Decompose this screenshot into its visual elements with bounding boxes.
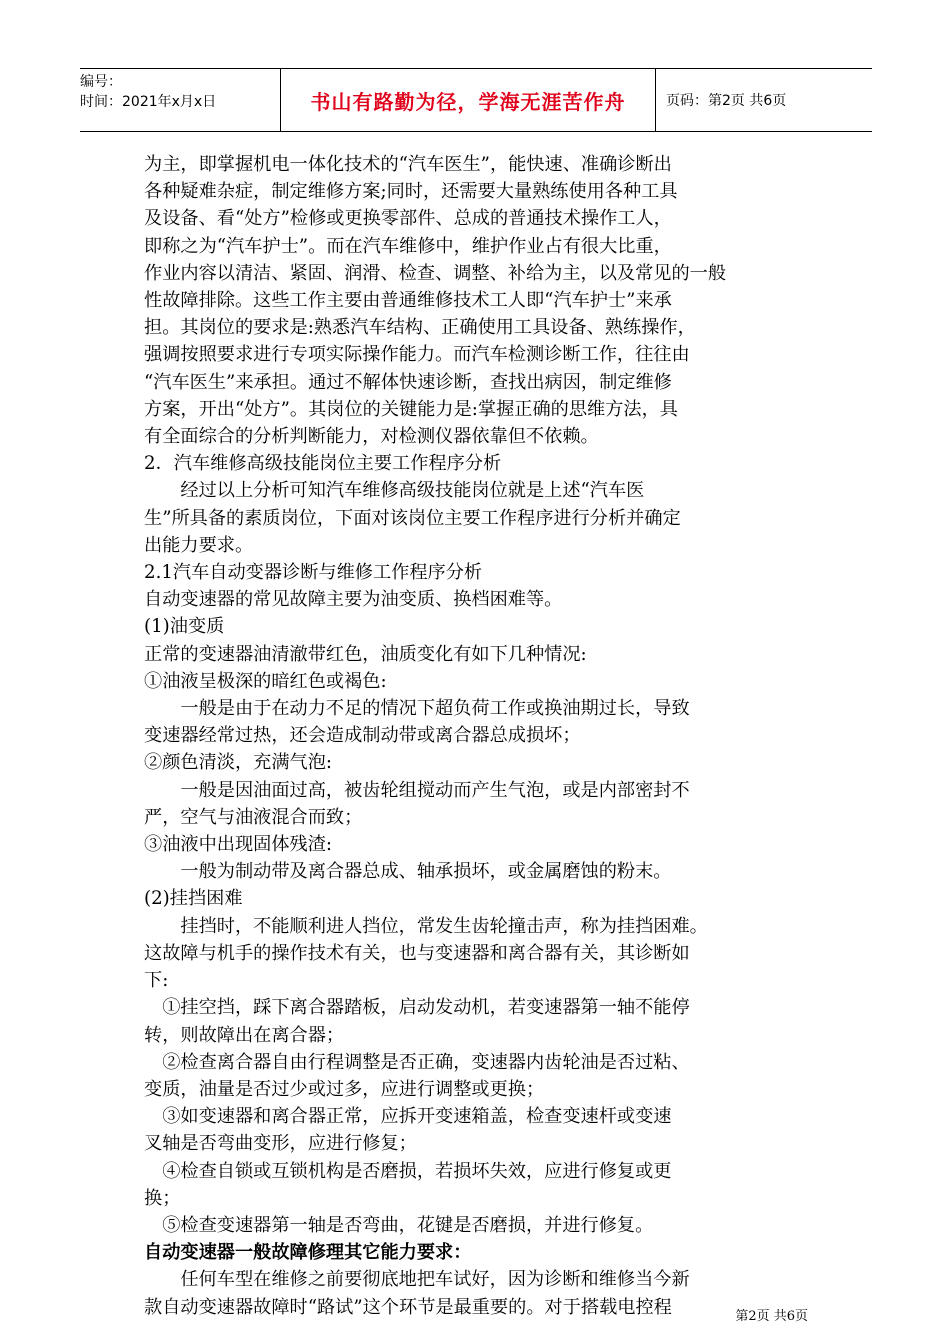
text-line: 方案，开出“处方”。其岗位的关键能力是:掌握正确的思维方法，具 — [144, 398, 678, 420]
page-header — [80, 68, 872, 132]
text-line: “汽车医生”来承担。通过不解体快速诊断，查找出病因，制定维修 — [144, 371, 672, 393]
text-line: 生”所具备的素质岗位，下面对该岗位主要工作程序进行分析并确定 — [144, 507, 681, 529]
text-line: 任何车型在维修之前要彻底地把车试好，因为诊断和维修当今新 — [144, 1269, 690, 1291]
subsection-heading: (2)挂挡困难 — [144, 888, 243, 910]
text-line: 严，空气与油液混合而致； — [144, 806, 363, 828]
text-line: 作业内容以清洁、紧固、润滑、检查、调整、补给为主，以及常见的一般 — [144, 262, 727, 284]
text-line: 变速器经常过热，还会造成制动带或离合器总成损坏； — [144, 725, 581, 747]
list-item: ④检查自锁或互锁机构是否磨损，若损坏失效，应进行修复或更 — [144, 1160, 672, 1182]
list-item: ①挂空挡，踩下离合器踏板，启动发动机，若变速器第一轴不能停 — [144, 997, 690, 1019]
text-line: 一般是由于在动力不足的情况下超负荷工作或换油期过长，导致 — [144, 698, 690, 720]
section-heading: 2．汽车维修高级技能岗位主要工作程序分析 — [144, 453, 502, 475]
list-item: ③如变速器和离合器正常，应拆开变速箱盖，检查变速杆或变速 — [144, 1106, 672, 1128]
list-item: ③油液中出现固体残渣: — [144, 834, 333, 856]
page-footer: 第2页 共6页 — [735, 1309, 808, 1324]
list-item: ⑤检查变速器第一轴是否弯曲，花键是否磨损，并进行修复。 — [144, 1214, 654, 1236]
list-item: ②检查离合器自由行程调整是否正确，变速器内齿轮油是否过粘、 — [144, 1051, 690, 1073]
header-motto: 书山有路勤为径，学海无涯苦作舟 — [280, 69, 656, 131]
text-line: 担。其岗位的要求是:熟悉汽车结构、正确使用工具设备、熟练操作， — [144, 317, 696, 339]
text-line: 款自动变速器故障时“路试”这个环节是最重要的。对于搭载电控程 — [144, 1296, 672, 1318]
text-line: 变质，油量是否过少或过多，应进行调整或更换； — [144, 1078, 545, 1100]
header-page-label: 页码：第2页 共6页 — [666, 93, 787, 109]
text-line: 挂挡时，不能顺利进人挡位，常发生齿轮撞击声，称为挂挡困难。 — [144, 915, 708, 937]
text-line: 转，则故障出在离合器； — [144, 1024, 345, 1046]
text-line: 下: — [144, 970, 169, 992]
number-label: 编号： — [80, 74, 122, 90]
time-label: 时间：2021年x月x日 — [80, 94, 217, 110]
text-line: 即称之为“汽车护士”。而在汽车维修中，维护作业占有很大比重， — [144, 235, 672, 257]
text-line: 及设备、看“处方”检修或更换零部件、总成的普通技术操作工人， — [144, 208, 672, 230]
text-line: 强调按照要求进行专项实际操作能力。而汽车检测诊断工作，往往由 — [144, 344, 690, 366]
text-line: 为主，即掌握机电一体化技术的“汽车医生”，能快速、准确诊断出 — [144, 154, 672, 175]
section-heading: 2.1汽车自动变器诊断与维修工作程序分析 — [144, 562, 483, 584]
text-line: 出能力要求。 — [144, 534, 254, 556]
bold-heading: 自动变速器一般故障修理其它能力要求： — [144, 1242, 472, 1264]
header-meta — [80, 69, 280, 131]
text-line: 叉轴是否弯曲变形，应进行修复； — [144, 1133, 417, 1155]
text-line: 正常的变速器油清澈带红色，油质变化有如下几种情况: — [144, 643, 587, 665]
subsection-heading: (1)油变质 — [144, 616, 225, 638]
document-body — [144, 151, 810, 1321]
list-item: ②颜色清淡，充满气泡: — [144, 752, 333, 774]
text-line: 性故障排除。这些工作主要由普通维修技术工人即“汽车护士”来承 — [144, 290, 672, 312]
text-line: 一般是因油面过高，被齿轮组搅动而产生气泡，或是内部密封不 — [144, 779, 690, 801]
text-line: 经过以上分析可知汽车维修高级技能岗位就是上述“汽车医 — [144, 480, 645, 502]
text-line: 各种疑难杂症，制定维修方案;同时，还需要大量熟练使用各种工具 — [144, 181, 678, 203]
text-line: 有全面综合的分析判断能力，对检测仪器依靠但不依赖。 — [144, 426, 599, 448]
text-line: 换； — [144, 1187, 181, 1209]
text-line: 自动变速器的常见故障主要为油变质、换档困难等。 — [144, 589, 563, 611]
text-line: 这故障与机手的操作技术有关，也与变速器和离合器有关，其诊断如 — [144, 942, 690, 964]
list-item: ①油液呈极深的暗红色或褐色: — [144, 670, 387, 692]
text-line: 一般为制动带及离合器总成、轴承损坏，或金属磨蚀的粉末。 — [144, 861, 672, 883]
